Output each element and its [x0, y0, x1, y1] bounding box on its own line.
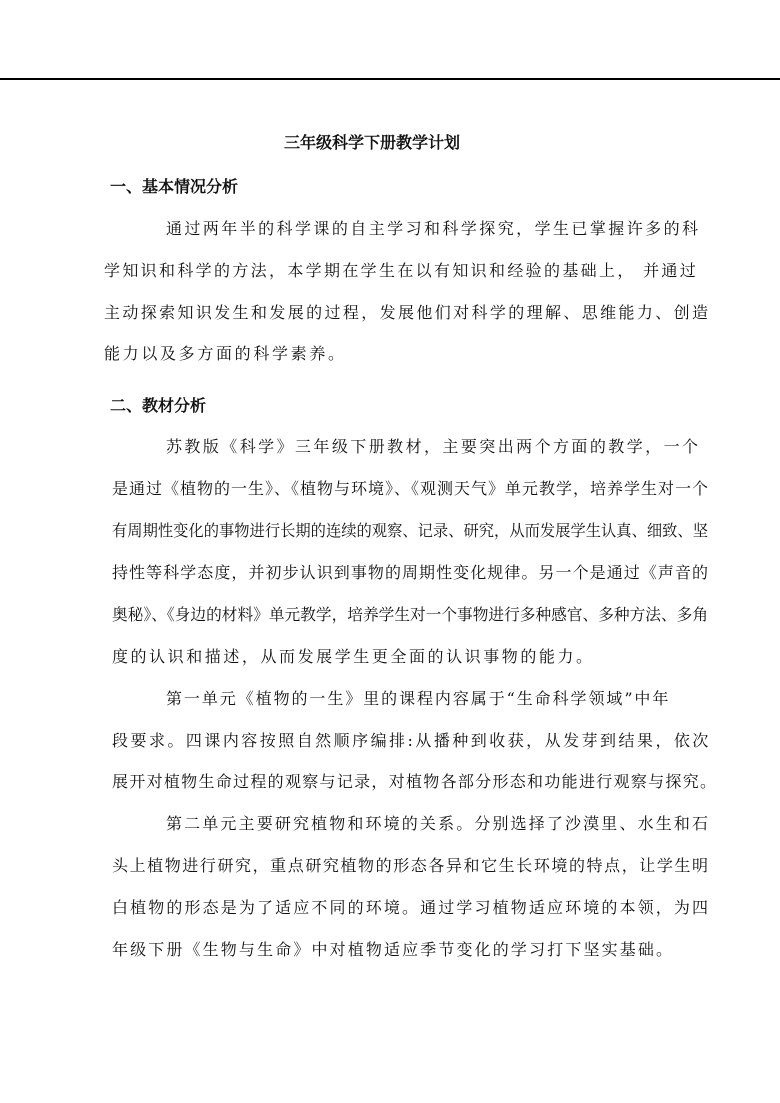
paragraph-line: 学知识和科学的方法，本学期在学生在以有知识和经验的基础上， 并通过 [104, 261, 699, 280]
paragraph-line: 能力以及多方面的科学素养。 [104, 344, 347, 363]
paragraph-line: 苏教版《科学》三年级下册教材，主要突出两个方面的教学，一个 [166, 437, 701, 456]
paragraph-line: 第二单元主要研究植物和环境的关系。分别选择了沙漠里、水生和石 [166, 814, 711, 833]
paragraph-line: 白植物的形态是为了适应不同的环境。通过学习植物适应环境的本领，为四 [112, 898, 711, 917]
paragraph-line: 有周期性变化的事物进行长期的连续的观察、记录、研究，从而发展学生认真、细致、坚 [112, 521, 709, 540]
section-heading-basic-analysis: 一、基本情况分析 [110, 177, 239, 196]
section-heading-material-analysis: 二、教材分析 [110, 396, 207, 415]
paragraph-line: 度的认识和描述，从而发展学生更全面的认识事物的能力。 [112, 647, 595, 666]
paragraph-line: 头上植物进行研究，重点研究植物的形态各异和它生长环境的特点，让学生明 [112, 856, 710, 875]
paragraph-line: 持性等科学态度，并初步认识到事物的周期性变化规律。另一个是通过《声音的 [112, 563, 710, 582]
paragraph-line: 主动探索知识发生和发展的过程，发展他们对科学的理解、思维能力、创造 [104, 303, 711, 322]
paragraph-line: 段要求。四课内容按照自然顺序编排:从播种到收获，从发芽到结果，依次 [112, 731, 711, 750]
paragraph-line: 奥秘》、《身边的材料》单元教学，培养学生对一个事物进行多种感官、多种方法、多角 [112, 605, 709, 624]
paragraph-line: 通过两年半的科学课的自主学习和科学探究，学生已掌握许多的科 [166, 219, 701, 238]
paragraph-line: 年级下册《生物与生命》中对植物适应季节变化的学习打下坚实基础。 [112, 940, 675, 959]
document-title: 三年级科学下册教学计划 [283, 133, 460, 152]
paragraph-line: 第一单元《植物的一生》里的课程内容属于“生命科学领域”中年 [166, 689, 671, 708]
paragraph-line: 展开对植物生命过程的观察与记录，对植物各部分形态和功能进行观察与探究。 [112, 772, 718, 791]
paragraph-line: 是通过《植物的一生》、《植物与环境》、《观测天气》单元教学，培养学生对一个 [112, 479, 710, 498]
